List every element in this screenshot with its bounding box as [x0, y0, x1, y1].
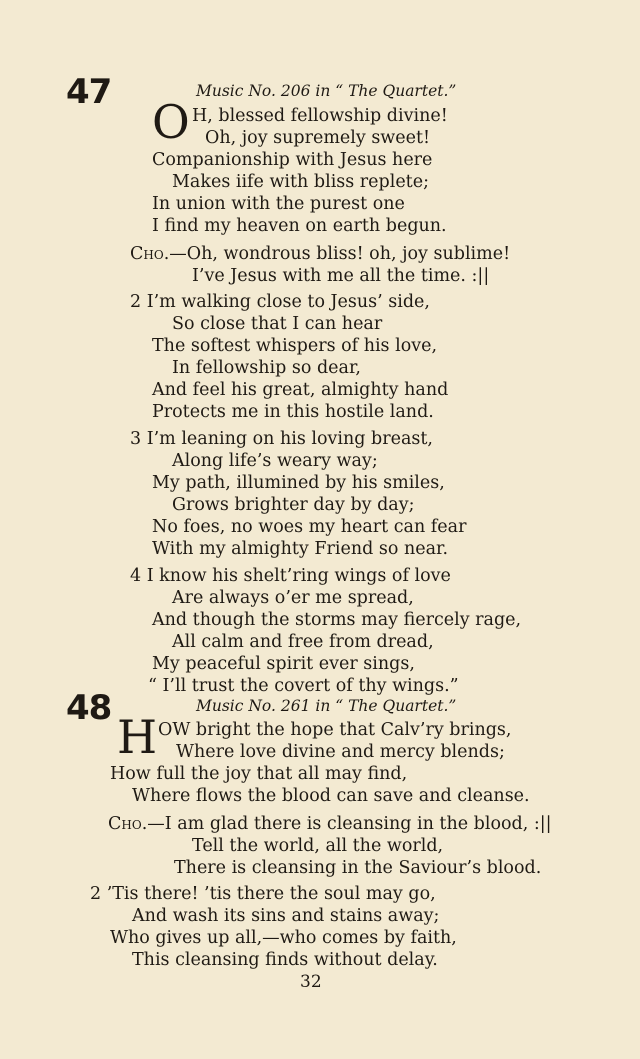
verse-line: So close that I can hear: [172, 314, 383, 334]
verse-line: Companionship with Jesus here: [152, 150, 433, 170]
verse-line: How full the joy that all may find,: [110, 764, 408, 784]
hymn-number: 48: [66, 688, 112, 728]
verse-line: And feel his great, almighty hand: [152, 380, 449, 400]
verse-line: With my almighty Friend so near.: [152, 539, 449, 559]
chorus-line: Cho.—I am glad there is cleansing in the blood, :||: [108, 814, 552, 834]
chorus-line: I’ve Jesus with me all the time. :||: [192, 266, 490, 286]
chorus-line: Tell the world, all the world,: [192, 836, 444, 856]
hymn-number: 47: [66, 72, 112, 112]
verse-line: Makes iife with bliss replete;: [172, 172, 429, 192]
drop-cap: O: [152, 95, 190, 149]
verse-line: The softest whispers of his love,: [152, 336, 438, 356]
verse-line: “ I’ll trust the covert of thy wings.”: [148, 676, 459, 696]
page-number: 32: [300, 972, 322, 992]
verse-line: OW bright the hope that Calv’ry brings,: [158, 720, 512, 740]
verse-line: And though the storms may fiercely rage,: [152, 610, 522, 630]
verse-line: 2 I’m walking close to Jesus’ side,: [130, 292, 430, 312]
chorus-label: Cho.: [130, 244, 170, 264]
verse-line: Oh, joy supremely sweet!: [205, 128, 431, 148]
verse-line: Grows brighter day by day;: [172, 495, 415, 515]
verse-line: H, blessed fellowship divine!: [192, 106, 448, 126]
music-reference: Music No. 206 in “ The Quartet.”: [196, 82, 457, 100]
verse-line: In fellowship so dear,: [172, 358, 361, 378]
verse-line: Protects me in this hostile land.: [152, 402, 434, 422]
verse-line: 3 I’m leaning on his loving breast,: [130, 429, 433, 449]
verse-line: This cleansing finds without delay.: [132, 950, 438, 970]
verse-line: Along life’s weary way;: [172, 451, 378, 471]
verse-line: Where love divine and mercy blends;: [176, 742, 505, 762]
chorus-line: Cho.—Oh, wondrous bliss! oh, joy sublime!: [130, 244, 511, 264]
verse-line: In union with the purest one: [152, 194, 405, 214]
chorus-line: There is cleansing in the Saviour’s blood.: [174, 858, 542, 878]
verse-line: My peaceful spirit ever sings,: [152, 654, 415, 674]
verse-line: I find my heaven on earth begun.: [152, 216, 447, 236]
verse-line: Where flows the blood can save and cleanse.: [132, 786, 530, 806]
verse-line: Are always o’er me spread,: [172, 588, 414, 608]
verse-line: Who gives up all,—who comes by faith,: [110, 928, 457, 948]
verse-line: And wash its sins and stains away;: [132, 906, 440, 926]
verse-line: All calm and free from dread,: [172, 632, 434, 652]
verse-line: 2 ’Tis there! ’tis there the soul may go,: [90, 884, 436, 904]
drop-cap: H: [117, 710, 158, 764]
verse-line: My path, illumined by his smiles,: [152, 473, 445, 493]
verse-line: No foes, no woes my heart can fear: [152, 517, 467, 537]
chorus-label: Cho.: [108, 814, 148, 834]
verse-line: 4 I know his shelt’ring wings of love: [130, 566, 451, 586]
music-reference: Music No. 261 in “ The Quartet.”: [196, 697, 457, 715]
